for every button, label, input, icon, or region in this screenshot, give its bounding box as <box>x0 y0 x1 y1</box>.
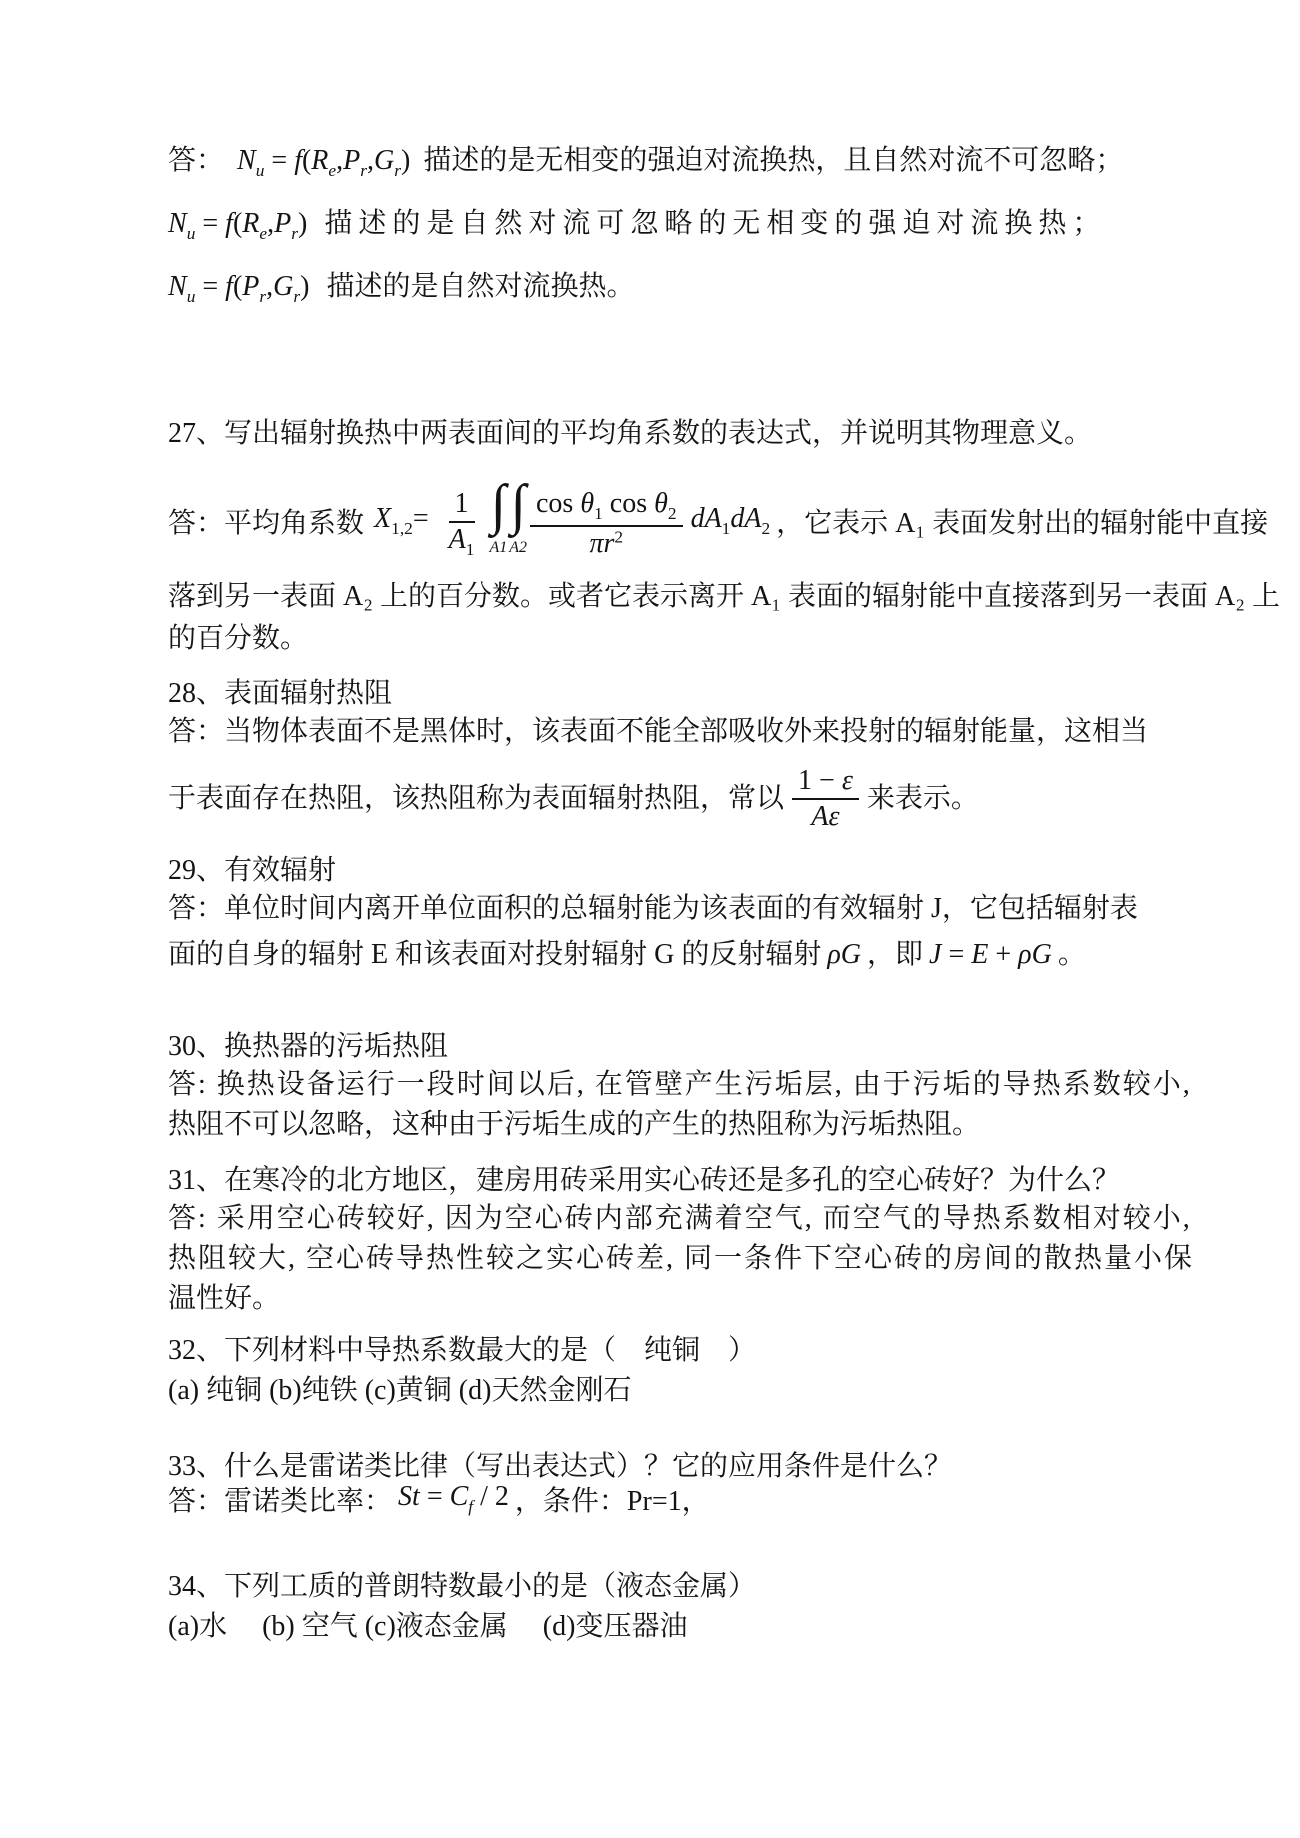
integral-subscript-a1: A1 <box>489 538 508 556</box>
question-31-title <box>168 1160 1120 1202</box>
answer-33-condition: Pr=1， <box>626 1486 710 1517</box>
fraction-denominator: Aε <box>811 801 840 832</box>
answer-30-line-1 <box>168 1064 1192 1106</box>
answer-33-mid: ，条件： <box>514 1486 627 1517</box>
question-34-title-text: 34、下列工质的普朗特数最小的是（液态金属） <box>168 1571 757 1602</box>
answer-30-line-1-text: 答: 换热设备运行一段时间以后, 在管壁产生污垢层, 由于污垢的导热系数较小, <box>168 1069 1192 1100</box>
answer-30-line-2-text: 热阻不可以忽略，这种由于污垢生成的产生的热阻称为污垢热阻。 <box>168 1109 981 1140</box>
answer-26-line-3-text: 描述的是自然对流换热。 <box>326 271 635 302</box>
formula-nu-re-pr-gr: $N_u = f(R_e,P_r,G_r)$ <box>237 145 411 180</box>
answer-27-line-3 <box>168 618 308 660</box>
answer-31-line-3 <box>168 1278 280 1320</box>
answer-29-line-2-pre: 面的自身的辐射 E 和该表面对投射辐射 G 的反射辐射 <box>168 939 822 970</box>
answer-31-line-3-text: 温性好。 <box>168 1283 281 1314</box>
question-29-title-text: 29、有效辐射 <box>168 855 337 886</box>
answer-31-line-2-text: 热阻较大, 空心砖导热性较之实心砖差, 同一条件下空心砖的房间的散热量小保 <box>168 1243 1195 1274</box>
question-27-title <box>168 413 1092 455</box>
question-34-title <box>168 1566 756 1608</box>
fraction-numerator: 1 − ε <box>792 764 859 800</box>
answer-29-line-1 <box>168 888 1138 930</box>
answer-29-line-2-end: 。 <box>1057 939 1086 970</box>
fraction-one-over-a1 <box>443 487 481 560</box>
answer-33-label: 答： <box>168 1486 225 1517</box>
answer-26-line-2 <box>168 203 1106 255</box>
formula-da1-da2: $dA_1dA_2$ <box>690 503 771 538</box>
answer-26-line-2-text: 描述的是自然对流可忽略的无相变的强迫对流换热； <box>324 208 1107 239</box>
question-32-options-text: (a) 纯铜 (b)纯铁 (c)黄铜 (d)天然金刚石 <box>168 1375 632 1406</box>
answer-29-line-2 <box>168 928 1086 982</box>
answer-26-label: 答： <box>168 145 225 176</box>
formula-nu-pr-gr: $N_u = f(P_r,G_r)$ <box>168 271 310 306</box>
answer-27-intro: 平均角系数 <box>224 508 365 539</box>
formula-x12: $X_{1,2}=$ <box>374 503 429 538</box>
fraction-cos-over-pir2 <box>530 487 683 560</box>
answer-28-line-2-post: 来表示。 <box>866 783 979 814</box>
question-32-options <box>168 1370 631 1412</box>
question-33-title-text: 33、什么是雷诺类比律（写出表达式）？它的应用条件是什么？ <box>168 1451 953 1482</box>
answer-29-line-1-text: 答：单位时间内离开单位面积的总辐射能为该表面的有效辐射 J，它包括辐射表 <box>168 893 1138 924</box>
question-34-options <box>168 1606 687 1648</box>
answer-28-line-2-pre: 于表面存在热阻，该热阻称为表面辐射热阻，常以 <box>168 783 785 814</box>
question-28-title <box>168 673 392 715</box>
fraction-numerator: 1 <box>449 487 475 523</box>
answer-27-formula-line <box>168 472 1268 576</box>
integral-sign: ∫ <box>510 474 526 537</box>
answer-26-line-1 <box>168 140 1123 192</box>
integral-a2 <box>509 474 527 568</box>
answer-27-line-2-text: 落到另一表面 A₂ 上的百分数。或者它表示离开 A₁ 表面的辐射能中直接落到另一表面 A₂ 上 <box>168 581 1280 612</box>
integral-subscript-a2: A2 <box>509 538 527 556</box>
question-30-title <box>168 1026 448 1068</box>
question-32-title <box>168 1330 756 1372</box>
answer-28-line-1 <box>168 711 1148 753</box>
answer-26-line-3 <box>168 266 635 318</box>
answer-33-pre: 雷诺类比率： <box>224 1486 393 1517</box>
answer-27-after-formula: ，它表示 A₁ 表面发射出的辐射能中直接 <box>776 508 1269 539</box>
answer-27-line-2 <box>168 576 1280 618</box>
answer-31-line-1-text: 答: 采用空心砖较好, 因为空心砖内部充满着空气, 而空气的导热系数相对较小, <box>168 1203 1192 1234</box>
question-34-options-text: (a)水 (b) 空气 (c)液态金属 (d)变压器油 <box>168 1611 688 1642</box>
answer-29-line-2-mid: ，即 <box>867 939 924 970</box>
question-27-title-text: 27、写出辐射换热中两表面间的平均角系数的表达式，并说明其物理意义。 <box>168 418 1093 449</box>
fraction-denominator: $A_1$ <box>448 523 475 559</box>
answer-33-line <box>168 1476 710 1528</box>
formula-nu-re-pr: $N_u = f(R_e,P_r)$ <box>168 208 308 243</box>
answer-28-line-1-text: 答：当物体表面不是黑体时，该表面不能全部吸收外来投射的辐射能量，这相当 <box>168 716 1149 747</box>
answer-26-line-1-text: 描述的是无相变的强迫对流换热，且自然对流不可忽略； <box>423 145 1124 176</box>
answer-30-line-2 <box>168 1104 980 1146</box>
answer-31-line-2 <box>168 1238 1194 1280</box>
formula-st-cf2: $St = C_f / 2$ <box>398 1481 509 1516</box>
answer-31-line-1 <box>168 1198 1192 1240</box>
question-31-title-text: 31、在寒冷的北方地区，建房用砖采用实心砖还是多孔的空心砖好？为什么？ <box>168 1165 1121 1196</box>
answer-27-label: 答： <box>168 508 225 539</box>
answer-27-line-3-text: 的百分数。 <box>168 623 309 654</box>
question-30-title-text: 30、换热器的污垢热阻 <box>168 1031 449 1062</box>
integral-a1 <box>489 474 508 568</box>
answer-28-line-2 <box>168 756 979 842</box>
formula-rho-g: ρG <box>827 939 861 970</box>
question-28-title-text: 28、表面辐射热阻 <box>168 678 393 709</box>
fraction-numerator: $\cos \theta_1$ $\cos \theta_2$ <box>530 487 683 527</box>
fraction-emissivity <box>792 764 859 833</box>
question-32-title-text: 32、下列材料中导热系数最大的是（ 纯铜 ） <box>168 1335 757 1366</box>
question-29-title <box>168 850 336 892</box>
integral-sign: ∫ <box>490 474 506 537</box>
formula-j-e-rho-g: J = E + ρG <box>929 939 1052 970</box>
fraction-denominator: $\pi r^2$ <box>589 527 624 560</box>
